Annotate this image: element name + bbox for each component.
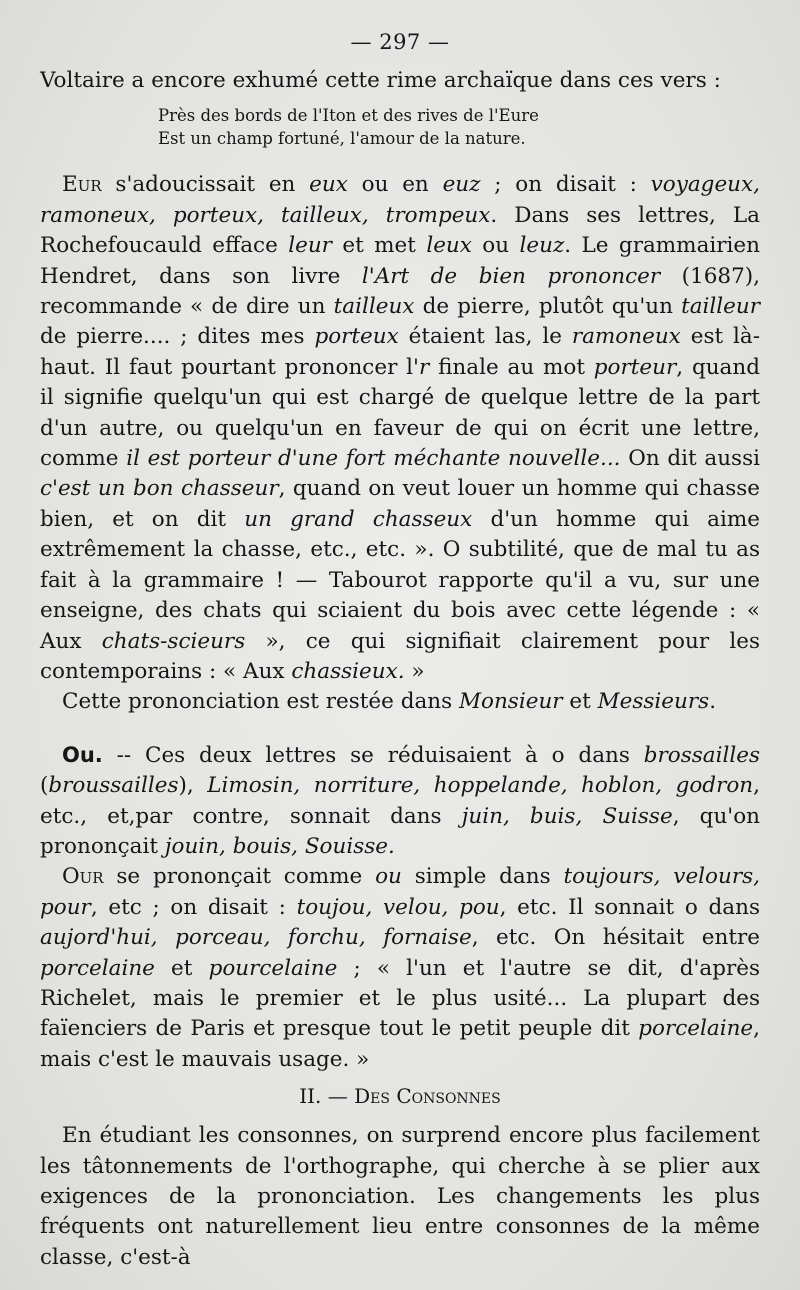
italic-term: broussailles bbox=[48, 773, 179, 799]
text-run: d'un homme qui aime extrêmement la chasse, etc., etc. ». O subtilité, que de mal tu as fait à la grammaire ! — Tabourot rapporte qu'il a vu, sur une enseigne, des chats qui sciaient du bois avec cette légende : « Aux bbox=[40, 506, 760, 654]
paragraph-intro bbox=[40, 66, 760, 96]
italic-term: leur bbox=[288, 233, 332, 259]
text-run: -- Ces deux lettres se réduisaient à o dans bbox=[102, 742, 644, 768]
italic-quote: il est porteur d'une fort méchante nouvelle... bbox=[126, 446, 621, 472]
text-run: » bbox=[404, 658, 425, 684]
text-run: . Le grammairien Hendret, dans son livre bbox=[40, 233, 760, 289]
section-title: Des Consonnes bbox=[354, 1084, 501, 1109]
text-run: ou bbox=[471, 233, 520, 259]
text-run: , qu'on prononçait bbox=[40, 803, 760, 859]
text-run: (1687), recommande « de dire un bbox=[40, 263, 760, 320]
italic-term: porteux bbox=[314, 324, 399, 350]
text-run: , etc. Il sonnait o dans bbox=[499, 894, 760, 920]
italic-quote: c'est un bon chasseur bbox=[40, 476, 279, 502]
italic-term: pourcelaine bbox=[208, 955, 338, 981]
text-run: ; on disait : bbox=[480, 172, 651, 198]
italic-term: brossailles bbox=[643, 742, 760, 768]
italic-term: porcelaine bbox=[40, 955, 155, 981]
italic-term: ou bbox=[375, 864, 402, 890]
verse-line: Près des bords de l'Iton et des rives de l'Eure bbox=[158, 106, 539, 126]
paragraph-our bbox=[40, 862, 760, 1075]
text-run: . Dans ses lettres, La Rochefoucauld efface bbox=[40, 202, 760, 259]
italic-term: porcelaine bbox=[638, 1016, 754, 1042]
italic-term: juin, buis, Suisse bbox=[461, 803, 673, 829]
italic-term: r bbox=[418, 354, 430, 380]
text-run: se prononçait comme bbox=[103, 864, 376, 890]
page-number: — 297 — bbox=[350, 30, 450, 54]
italic-term: ramoneux bbox=[571, 324, 681, 350]
text-run: ( bbox=[40, 773, 49, 799]
italic-term: Monsieur bbox=[459, 689, 563, 715]
text-run: , etc. On hésitait entre bbox=[471, 925, 760, 951]
text-run: et bbox=[562, 689, 598, 715]
text-run: ), bbox=[178, 773, 208, 799]
text-run: En étudiant les consonnes, on surprend encore plus facilement les tâtonnements de l'orthographe, qui cherche à se plier aux exigences de la prononciation. Les changements les plus fréquents ont naturellement lieu entre consonnes de la même classe, c'est-à bbox=[40, 1123, 760, 1270]
text-run: », ce qui signifiait clairement pour les contemporains : « Aux bbox=[40, 628, 761, 684]
lead-term: Our bbox=[62, 864, 104, 890]
text-run: simple dans bbox=[401, 864, 564, 890]
verse-line: Est un champ fortuné, l'amour de la nature. bbox=[158, 129, 526, 149]
lead-term: Eur bbox=[62, 172, 102, 198]
intro-text: Voltaire a encore exhumé cette rime archaïque dans ces vers : bbox=[40, 68, 721, 93]
italic-term: chats-scieurs bbox=[101, 628, 246, 654]
italic-term: jouin, bouis, Souisse. bbox=[164, 833, 395, 859]
paragraph-consonnes bbox=[40, 1121, 760, 1273]
text-run: , etc ; on disait : bbox=[90, 894, 297, 920]
paragraph-monsieur bbox=[40, 687, 760, 717]
text-run: , mais c'est le mauvais usage. » bbox=[40, 1016, 760, 1072]
paragraph-eur bbox=[40, 170, 760, 687]
text-run: ou en bbox=[347, 172, 443, 198]
text-run: est là-haut. Il faut pourtant prononcer l' bbox=[40, 324, 760, 380]
section-number: II. — bbox=[299, 1084, 355, 1109]
italic-term: toujou, velou, pou bbox=[296, 894, 500, 920]
italic-term: Messieurs bbox=[597, 689, 710, 715]
text-run: de pierre, plutôt qu'un bbox=[414, 294, 682, 320]
italic-term: leux bbox=[426, 233, 472, 259]
text-run: , quand on veut louer un homme qui chasse bien, et on dit bbox=[40, 476, 760, 532]
text-run: . bbox=[709, 689, 717, 715]
section-heading bbox=[40, 1081, 760, 1111]
italic-term: euz bbox=[442, 172, 481, 198]
italic-term: eux bbox=[309, 172, 348, 198]
text-block bbox=[40, 66, 760, 1273]
text-run: Cette prononciation est restée dans bbox=[62, 689, 459, 715]
text-run: et met bbox=[331, 233, 427, 259]
italic-quote: un grand chasseux bbox=[244, 506, 473, 532]
italic-term: Limosin, norriture, hoppelande, hoblon, godron bbox=[207, 773, 754, 799]
text-run: , quand il signifie quelqu'un qui est chargé de quelque lettre de la part d'un autre, ou quelqu'un en faveur de qui on écrit une lettre, comme bbox=[40, 354, 760, 472]
paragraph-ou bbox=[40, 740, 760, 863]
text-run: s'adoucissait en bbox=[101, 172, 310, 198]
text-run: On dit aussi bbox=[620, 446, 760, 472]
italic-term: leuz bbox=[519, 233, 565, 259]
italic-term: tailleur bbox=[681, 294, 761, 320]
text-run: et bbox=[154, 955, 209, 981]
italic-term: aujord'hui, porceau, forchu, fornaise bbox=[40, 925, 472, 951]
italic-term: voyageux, ramoneux, porteux, tailleux, trompeux bbox=[40, 172, 760, 228]
text-run: , etc., et,par contre, sonnait dans bbox=[40, 773, 760, 829]
book-title: l'Art de bien prononcer bbox=[361, 263, 661, 289]
text-run: étaient las, le bbox=[398, 324, 572, 350]
text-run: de pierre.... ; dites mes bbox=[40, 324, 315, 350]
italic-term: porteur bbox=[593, 354, 677, 380]
text-run: ; « l'un et l'autre se dit, d'après Richelet, mais le premier et le plus usité... La plupart des faïenciers de Paris et presque tout le petit peuple dit bbox=[40, 955, 760, 1042]
italic-term: toujours, velours, pour bbox=[40, 864, 760, 920]
text-run: finale au mot bbox=[429, 354, 594, 380]
italic-term: tailleux bbox=[333, 294, 415, 320]
verse-quote bbox=[158, 104, 760, 150]
lead-term: Ou. bbox=[62, 742, 103, 767]
italic-term: chassieux. bbox=[291, 658, 405, 684]
